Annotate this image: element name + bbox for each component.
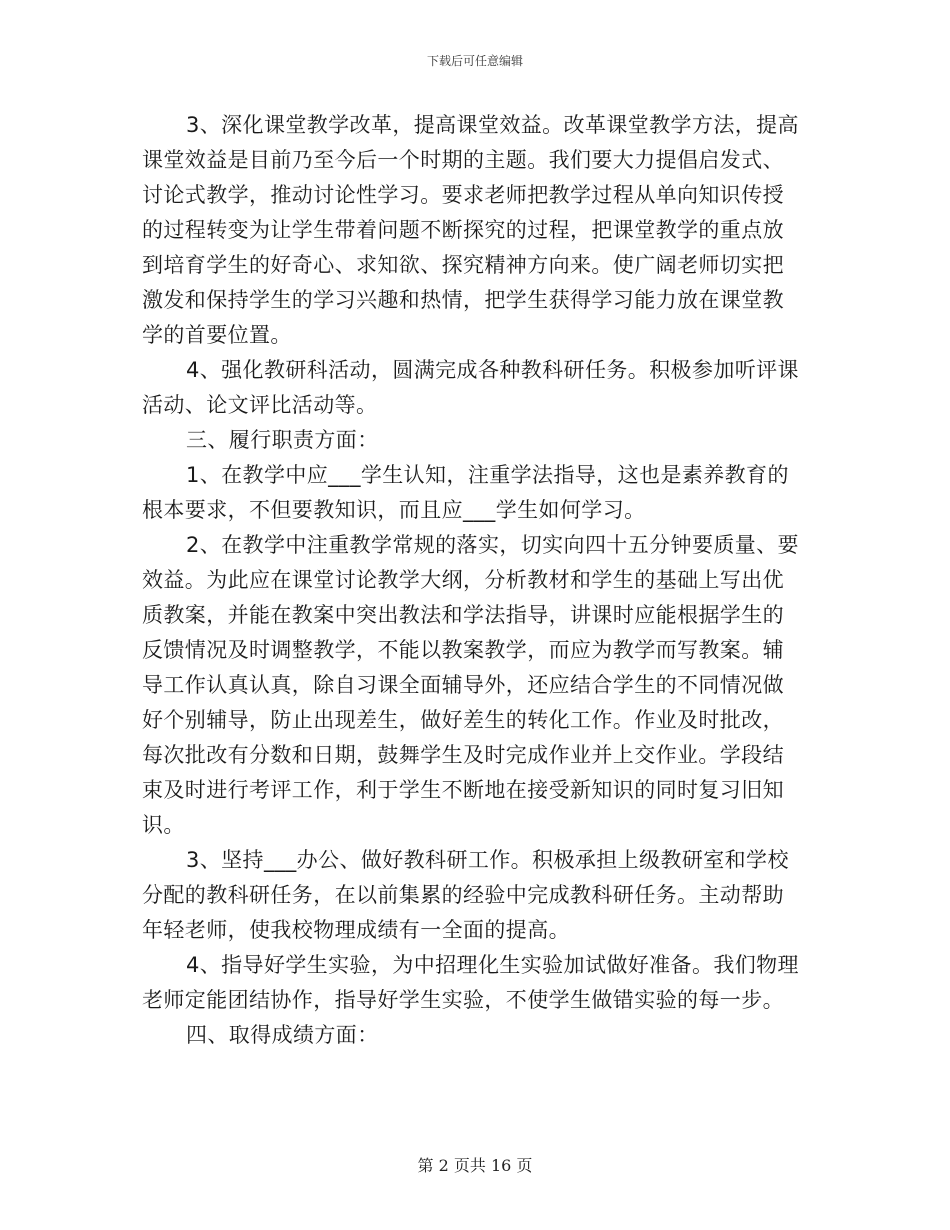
text-line: 质教案，并能在教案中突出教法和学法指导，讲课时应能根据学生的 xyxy=(142,603,784,627)
text-line: 四、取得成绩方面： xyxy=(186,1023,379,1047)
text-line: 3、坚持___办公、做好教科研工作。积极承担上级教研室和学校 xyxy=(186,848,789,872)
text-line: 2、在教学中注重教学常规的落实，切实向四十五分钟要质量、要 xyxy=(186,533,799,557)
text-line: 好个别辅导，防止出现差生，做好差生的转化工作。作业及时批改， xyxy=(142,708,784,732)
text-line: 1、在教学中应___学生认知，注重学法指导，这也是素养教育的 xyxy=(186,463,789,487)
text-line: 效益。为此应在课堂讨论教学大纲，分析教材和学生的基础上写出优 xyxy=(142,568,784,592)
text-line: 识。 xyxy=(142,813,185,837)
text-line: 反馈情况及时调整教学，不能以教案教学，而应为教学而写教案。辅 xyxy=(142,638,784,662)
text-line: 年轻老师，使我校物理成绩有一全面的提高。 xyxy=(142,918,570,942)
text-line: 束及时进行考评工作，利于学生不断地在接受新知识的同时复习旧知 xyxy=(142,778,784,802)
text-line: 课堂效益是目前乃至今后一个时期的主题。我们要大力提倡启发式、 xyxy=(142,148,784,172)
text-line: 老师定能团结协作，指导好学生实验，不使学生做错实验的每一步。 xyxy=(142,988,784,1012)
text-line: 4、强化教研科活动，圆满完成各种教科研任务。积极参加听评课 xyxy=(186,358,799,382)
text-line: 根本要求，不但要教知识，而且应___学生如何学习。 xyxy=(142,498,646,522)
text-line: 活动、论文评比活动等。 xyxy=(142,393,378,417)
text-line: 的过程转变为让学生带着问题不断探究的过程，把课堂教学的重点放 xyxy=(142,218,784,242)
text-line: 4、指导好学生实验，为中招理化生实验加试做好准备。我们物理 xyxy=(186,953,799,977)
text-line: 讨论式教学，推动讨论性学习。要求老师把教学过程从单向知识传授 xyxy=(142,183,784,207)
text-line: 到培育学生的好奇心、求知欲、探究精神方向来。使广阔老师切实把 xyxy=(142,253,784,277)
text-line: 激发和保持学生的学习兴趣和热情，把学生获得学习能力放在课堂教 xyxy=(142,288,784,312)
text-line: 3、深化课堂教学改革，提高课堂效益。改革课堂教学方法，提高 xyxy=(186,113,799,137)
text-line: 导工作认真认真，除自习课全面辅导外，还应结合学生的不同情况做 xyxy=(142,673,784,697)
text-line: 学的首要位置。 xyxy=(142,323,292,347)
page-header-note: 下载后可任意编辑 xyxy=(426,54,523,68)
page-number: 第 2 页共 16 页 xyxy=(417,1156,533,1175)
document-body xyxy=(142,108,808,1053)
text-line: 分配的教科研任务，在以前集累的经验中完成教科研任务。主动帮助 xyxy=(142,883,784,907)
text-line: 每次批改有分数和日期，鼓舞学生及时完成作业并上交作业。学段结 xyxy=(142,743,784,767)
text-line: 三、履行职责方面： xyxy=(186,428,379,452)
